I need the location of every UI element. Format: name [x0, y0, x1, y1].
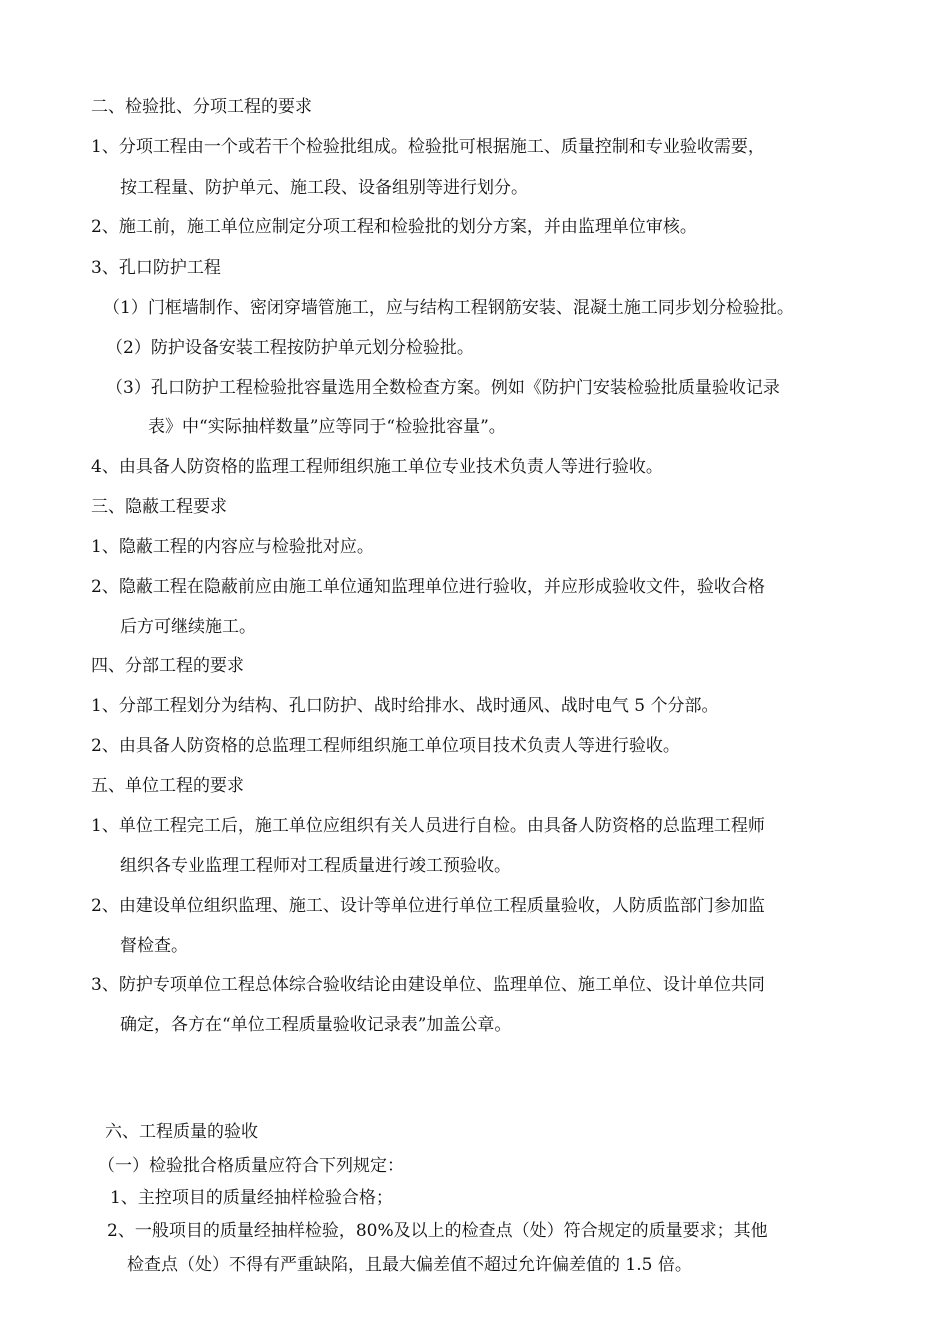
paragraph-line: 1、单位工程完工后，施工单位应组织有关人员进行自检。由具备人防资格的总监理工程师: [91, 816, 765, 836]
paragraph-line: 检查点（处）不得有严重缺陷，且最大偏差值不超过允许偏差值的 1.5 倍。: [127, 1255, 692, 1275]
paragraph-line: 1、主控项目的质量经抽样检验合格；: [110, 1188, 393, 1208]
paragraph-line: 组织各专业监理工程师对工程质量进行竣工预验收。: [120, 856, 511, 876]
paragraph-line: （一）检验批合格质量应符合下列规定：: [98, 1156, 404, 1176]
paragraph-line: 后方可继续施工。: [120, 617, 256, 637]
paragraph-line: 2、施工前，施工单位应制定分项工程和检验批的划分方案，并由监理单位审核。: [91, 217, 697, 237]
paragraph-line: 督检查。: [120, 936, 188, 956]
paragraph-line: 2、由具备人防资格的总监理工程师组织施工单位项目技术负责人等进行验收。: [91, 736, 680, 756]
paragraph-line: （2）防护设备安装工程按防护单元划分检验批。: [106, 338, 474, 358]
paragraph-line: 1、隐蔽工程的内容应与检验批对应。: [91, 537, 374, 557]
section-heading-2: 二、检验批、分项工程的要求: [91, 97, 312, 117]
section-heading-4: 四、分部工程的要求: [91, 656, 244, 676]
paragraph-line: 3、孔口防护工程: [91, 258, 221, 278]
paragraph-line: 4、由具备人防资格的监理工程师组织施工单位专业技术负责人等进行验收。: [91, 457, 663, 477]
paragraph-line: 表》中“实际抽样数量”应等同于“检验批容量”。: [148, 417, 506, 437]
paragraph-line: 1、分项工程由一个或若干个检验批组成。检验批可根据施工、质量控制和专业验收需要，: [91, 137, 765, 157]
paragraph-line: 按工程量、防护单元、施工段、设备组别等进行划分。: [120, 178, 528, 198]
section-heading-5: 五、单位工程的要求: [91, 776, 244, 796]
paragraph-line: 1、分部工程划分为结构、孔口防护、战时给排水、战时通风、战时电气 5 个分部。: [91, 696, 719, 716]
paragraph-line: 3、防护专项单位工程总体综合验收结论由建设单位、监理单位、施工单位、设计单位共同: [91, 975, 765, 995]
section-heading-3: 三、隐蔽工程要求: [91, 497, 227, 517]
paragraph-line: 2、一般项目的质量经抽样检验，80%及以上的检查点（处）符合规定的质量要求；其他: [107, 1221, 768, 1241]
paragraph-line: （3）孔口防护工程检验批容量选用全数检查方案。例如《防护门安装检验批质量验收记录: [106, 378, 780, 398]
paragraph-line: 2、隐蔽工程在隐蔽前应由施工单位通知监理单位进行验收，并应形成验收文件，验收合格: [91, 577, 765, 597]
section-heading-6: 六、工程质量的验收: [105, 1122, 258, 1142]
paragraph-line: 确定，各方在“单位工程质量验收记录表”加盖公章。: [120, 1015, 512, 1035]
paragraph-line: 2、由建设单位组织监理、施工、设计等单位进行单位工程质量验收，人防质监部门参加监: [91, 896, 765, 916]
paragraph-line: （1）门框墙制作、密闭穿墙管施工，应与结构工程钢筋安装、混凝土施工同步划分检验批。: [103, 298, 794, 318]
